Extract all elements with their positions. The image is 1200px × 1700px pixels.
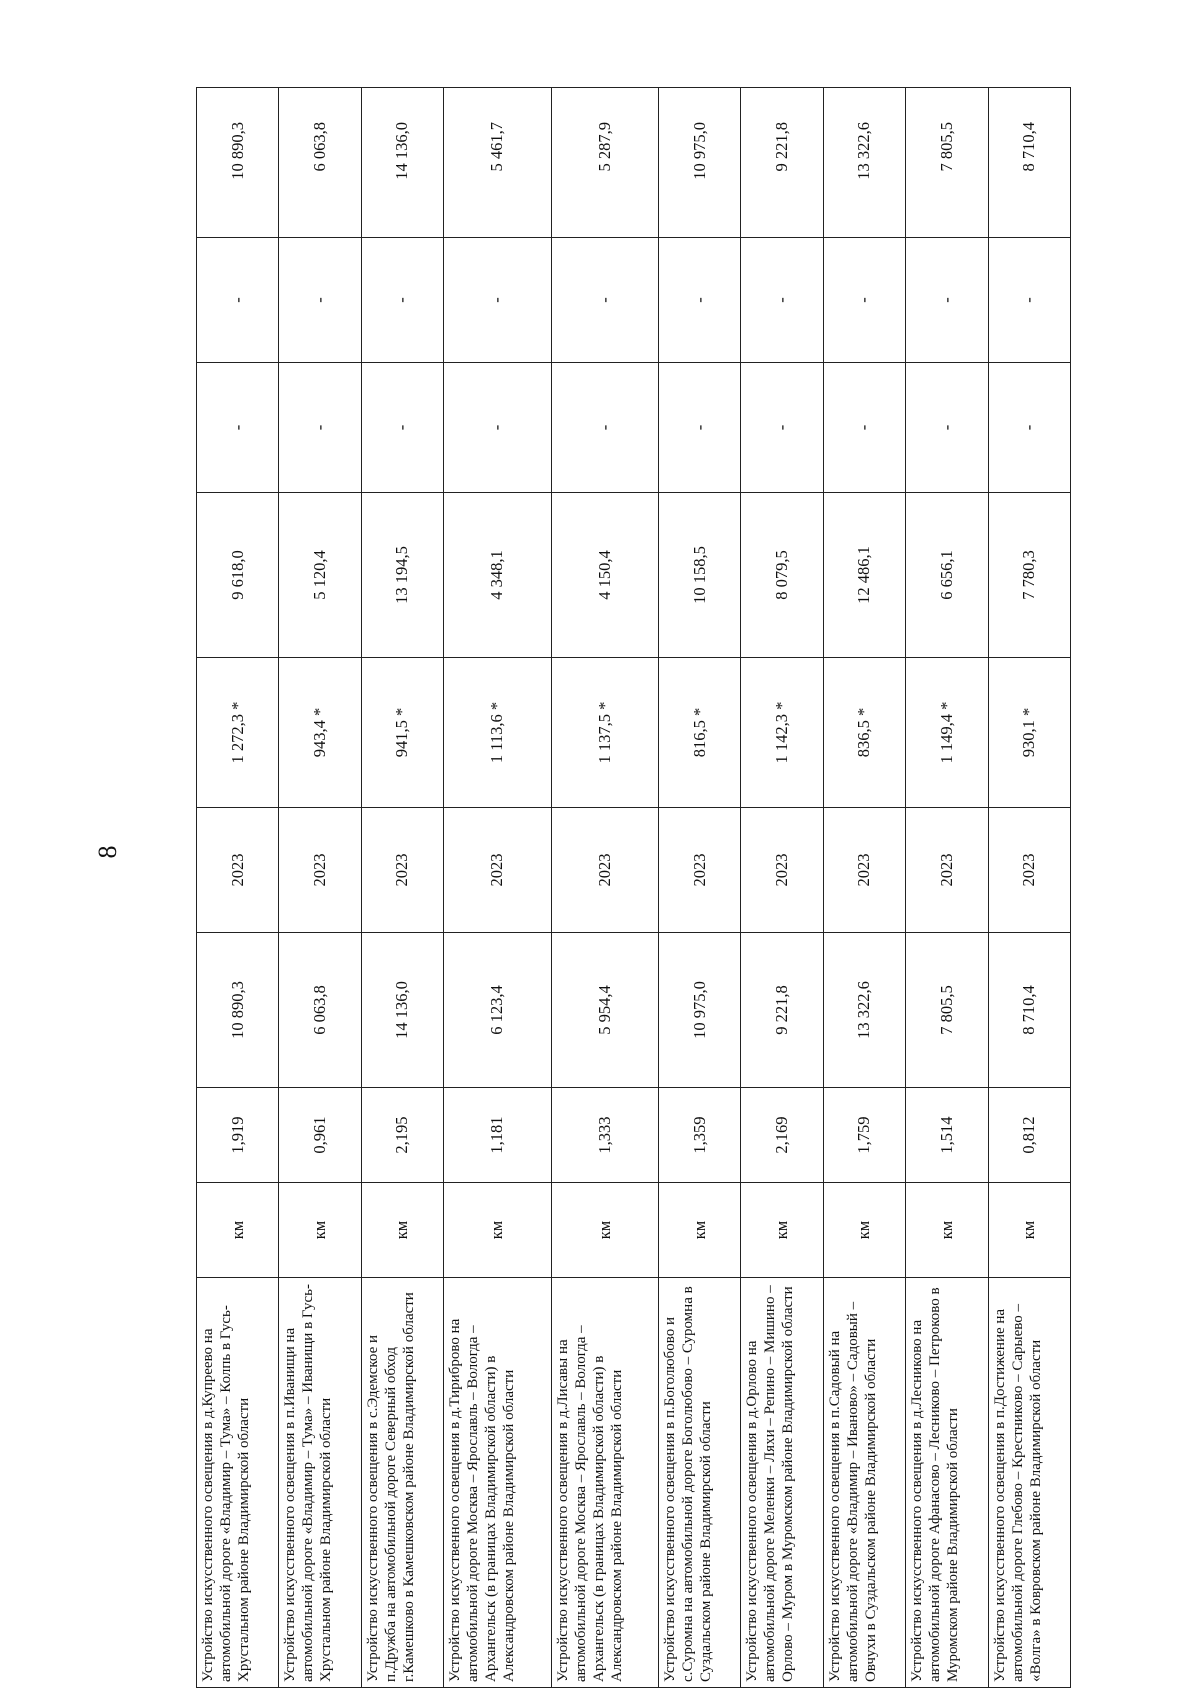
cell-regional: 6 656,1 (906, 493, 988, 658)
cell-length: 1,333 (551, 1088, 659, 1183)
cell-other-1: - (444, 363, 552, 493)
cell-cost: 7 805,5 (906, 933, 988, 1088)
cell-description: Устройство искусственного освещения в д.Лесниково на автомобильной дороге Афанасово – Лесниково – Петроково в Муромском районе Владимирской области (906, 1278, 988, 1688)
cell-federal: 941,5 * (361, 658, 443, 808)
table-row (659, 88, 741, 1688)
cell-year: 2023 (741, 808, 823, 933)
cell-description: Устройство искусственного освещения в д.Купреево на автомобильной дороге «Владимир – Тума» – Колпь в Гусь-Хрустальном районе Владимирской области (197, 1278, 279, 1688)
cell-year: 2023 (361, 808, 443, 933)
cell-unit: км (551, 1183, 659, 1278)
cell-length: 2,195 (361, 1088, 443, 1183)
cell-other-1: - (551, 363, 659, 493)
cell-other-2: - (279, 238, 361, 363)
cell-total: 7 805,5 (906, 88, 988, 238)
cell-federal: 930,1 * (988, 658, 1070, 808)
cell-regional: 12 486,1 (823, 493, 905, 658)
cell-description: Устройство искусственного освещения в п.Садовый на автомобильной дороге «Владимир – Иваново» – Садовый – Овчухи в Суздальском районе Владимирской области (823, 1278, 905, 1688)
table-row (551, 88, 659, 1688)
cell-federal: 943,4 * (279, 658, 361, 808)
cell-other-1: - (197, 363, 279, 493)
table-row (988, 88, 1070, 1688)
cell-other-2: - (551, 238, 659, 363)
rotated-page-content (196, 88, 1071, 1688)
cell-cost: 8 710,4 (988, 933, 1070, 1088)
cell-cost: 5 954,4 (551, 933, 659, 1088)
cell-total: 13 322,6 (823, 88, 905, 238)
cell-federal: 1 137,5 * (551, 658, 659, 808)
cell-other-1: - (361, 363, 443, 493)
cell-length: 0,961 (279, 1088, 361, 1183)
cell-other-1: - (279, 363, 361, 493)
cell-length: 1,181 (444, 1088, 552, 1183)
cell-regional: 10 158,5 (659, 493, 741, 658)
cell-description: Устройство искусственного освещения в д.Тириброво на автомобильной дороге Москва – Ярославль – Вологда – Архангельск (в границах Владимирской области) в Александровском районе Владимирской области (444, 1278, 552, 1688)
cell-other-2: - (823, 238, 905, 363)
cell-total: 6 063,8 (279, 88, 361, 238)
cell-total: 5 461,7 (444, 88, 552, 238)
cell-other-2: - (361, 238, 443, 363)
cell-year: 2023 (823, 808, 905, 933)
cell-length: 1,514 (906, 1088, 988, 1183)
cell-description: Устройство искусственного освещения в п.Достижение на автомобильной дороге Глебово – Крестниково – Сарыево – «Волга» в Ковровском районе Владимирской области (988, 1278, 1070, 1688)
cell-cost: 6 063,8 (279, 933, 361, 1088)
cell-year: 2023 (444, 808, 552, 933)
table-row (444, 88, 552, 1688)
table-row (361, 88, 443, 1688)
cell-unit: км (823, 1183, 905, 1278)
cell-total: 8 710,4 (988, 88, 1070, 238)
cell-cost: 9 221,8 (741, 933, 823, 1088)
cell-unit: км (197, 1183, 279, 1278)
cell-other-2: - (444, 238, 552, 363)
cell-other-1: - (906, 363, 988, 493)
cell-cost: 14 136,0 (361, 933, 443, 1088)
cell-total: 14 136,0 (361, 88, 443, 238)
cell-other-1: - (659, 363, 741, 493)
cell-federal: 836,5 * (823, 658, 905, 808)
cell-year: 2023 (988, 808, 1070, 933)
projects-table (196, 87, 1071, 1688)
cell-unit: км (279, 1183, 361, 1278)
cell-year: 2023 (659, 808, 741, 933)
cell-cost: 10 975,0 (659, 933, 741, 1088)
cell-length: 1,919 (197, 1088, 279, 1183)
page-number: 8 (93, 845, 122, 859)
cell-unit: км (988, 1183, 1070, 1278)
cell-federal: 1 272,3 * (197, 658, 279, 808)
cell-regional: 13 194,5 (361, 493, 443, 658)
cell-description: Устройство искусственного освещения в п.Боголюбово и с.Суромна на автомобильной дороге Боголюбово – Суромна в Суздальском районе Владимирской области (659, 1278, 741, 1688)
cell-year: 2023 (906, 808, 988, 933)
cell-length: 1,759 (823, 1088, 905, 1183)
table-body (197, 88, 1071, 1688)
cell-length: 0,812 (988, 1088, 1070, 1183)
cell-total: 10 890,3 (197, 88, 279, 238)
cell-other-1: - (741, 363, 823, 493)
table-row (823, 88, 905, 1688)
cell-other-2: - (197, 238, 279, 363)
cell-regional: 8 079,5 (741, 493, 823, 658)
cell-unit: км (361, 1183, 443, 1278)
cell-other-2: - (741, 238, 823, 363)
cell-other-2: - (659, 238, 741, 363)
cell-federal: 1 113,6 * (444, 658, 552, 808)
cell-regional: 4 150,4 (551, 493, 659, 658)
cell-year: 2023 (197, 808, 279, 933)
cell-description: Устройство искусственного освещения в п.Иванищи на автомобильной дороге «Владимир – Тума» – Иванищи в Гусь-Хрустальном районе Владимирской области (279, 1278, 361, 1688)
table-row (279, 88, 361, 1688)
table-row (741, 88, 823, 1688)
cell-description: Устройство искусственного освещения в д.Лисавы на автомобильной дороге Москва – Ярославль – Вологда – Архангельск (в границах Владимирской области) в Александровском районе Владимирской области (551, 1278, 659, 1688)
cell-other-1: - (988, 363, 1070, 493)
cell-federal: 816,5 * (659, 658, 741, 808)
cell-cost: 10 890,3 (197, 933, 279, 1088)
cell-federal: 1 149,4 * (906, 658, 988, 808)
cell-regional: 4 348,1 (444, 493, 552, 658)
cell-unit: км (659, 1183, 741, 1278)
cell-federal: 1 142,3 * (741, 658, 823, 808)
cell-total: 9 221,8 (741, 88, 823, 238)
cell-unit: км (444, 1183, 552, 1278)
cell-cost: 6 123,4 (444, 933, 552, 1088)
cell-unit: км (906, 1183, 988, 1278)
cell-unit: км (741, 1183, 823, 1278)
table-row (906, 88, 988, 1688)
cell-total: 10 975,0 (659, 88, 741, 238)
cell-other-1: - (823, 363, 905, 493)
cell-other-2: - (988, 238, 1070, 363)
cell-description: Устройство искусственного освещения в с.Эдемское и п.Дружба на автомобильной дороге Северный обход г.Камешково в Камешковском районе Владимирской области (361, 1278, 443, 1688)
cell-description: Устройство искусственного освещения в д.Орлово на автомобильной дороге Меленки – Ляхи – Репино – Мишино – Орлово – Муром в Муромском районе Владимирской области (741, 1278, 823, 1688)
cell-length: 1,359 (659, 1088, 741, 1183)
cell-year: 2023 (551, 808, 659, 933)
cell-total: 5 287,9 (551, 88, 659, 238)
cell-regional: 5 120,4 (279, 493, 361, 658)
cell-year: 2023 (279, 808, 361, 933)
table-row (197, 88, 279, 1688)
cell-length: 2,169 (741, 1088, 823, 1183)
cell-other-2: - (906, 238, 988, 363)
cell-cost: 13 322,6 (823, 933, 905, 1088)
cell-regional: 7 780,3 (988, 493, 1070, 658)
cell-regional: 9 618,0 (197, 493, 279, 658)
